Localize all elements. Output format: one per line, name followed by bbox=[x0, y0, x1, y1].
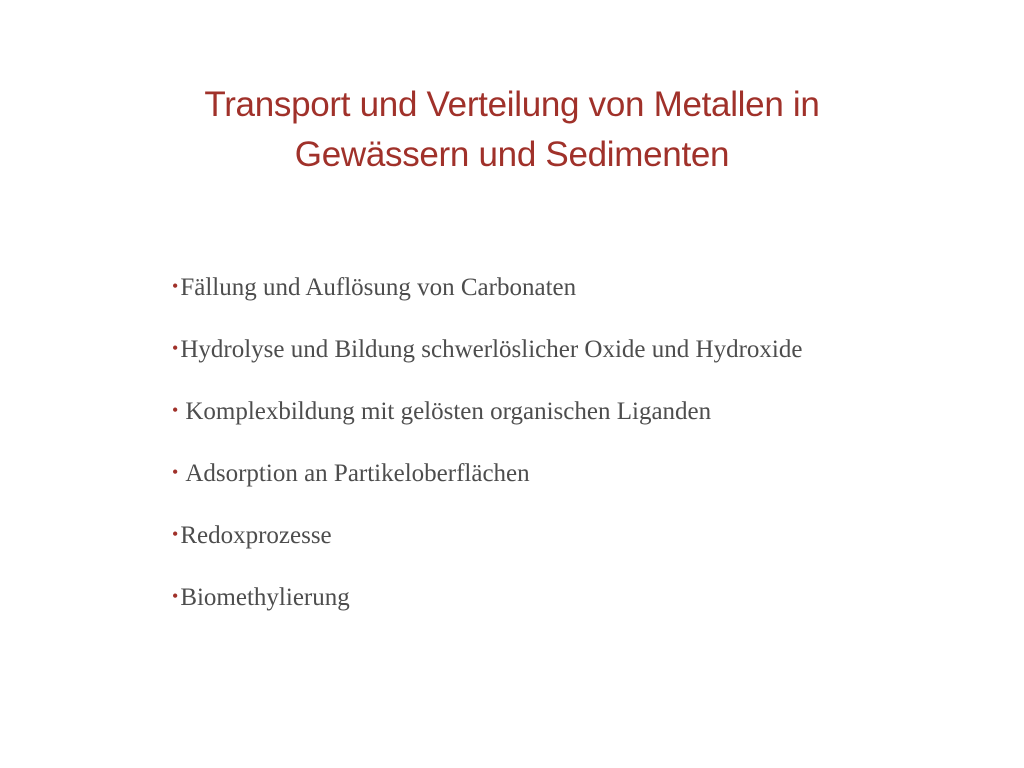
bullet-text: Adsorption an Partikeloberflächen bbox=[185, 460, 530, 487]
bullet-text: Komplexbildung mit gelösten organischen Liganden bbox=[185, 398, 712, 425]
bullet-marker-icon: • bbox=[172, 338, 179, 358]
slide-title-line-1: Transport und Verteilung von Metallen in bbox=[204, 85, 820, 124]
bullet-text: Fällung und Auflösung von Carbonaten bbox=[180, 274, 577, 301]
bullet-item bbox=[172, 328, 802, 390]
bullet-marker-icon: • bbox=[172, 400, 179, 420]
bullet-text: Redoxprozesse bbox=[180, 522, 332, 549]
bullet-marker-icon: • bbox=[172, 462, 179, 482]
bullet-item bbox=[172, 266, 802, 328]
bullet-item bbox=[172, 576, 802, 638]
bullet-item bbox=[172, 452, 802, 514]
bullet-marker-icon: • bbox=[172, 276, 179, 296]
bullet-item bbox=[172, 514, 802, 576]
bullet-item bbox=[172, 390, 802, 452]
bullet-list bbox=[172, 266, 802, 638]
bullet-text: Biomethylierung bbox=[180, 584, 350, 611]
bullet-marker-icon: • bbox=[172, 586, 179, 606]
slide-title bbox=[112, 80, 912, 180]
bullet-text: Hydrolyse und Bildung schwerlöslicher Oxide und Hydroxide bbox=[180, 336, 803, 363]
bullet-marker-icon: • bbox=[172, 524, 179, 544]
slide-title-line-2: Gewässern und Sedimenten bbox=[294, 135, 730, 174]
